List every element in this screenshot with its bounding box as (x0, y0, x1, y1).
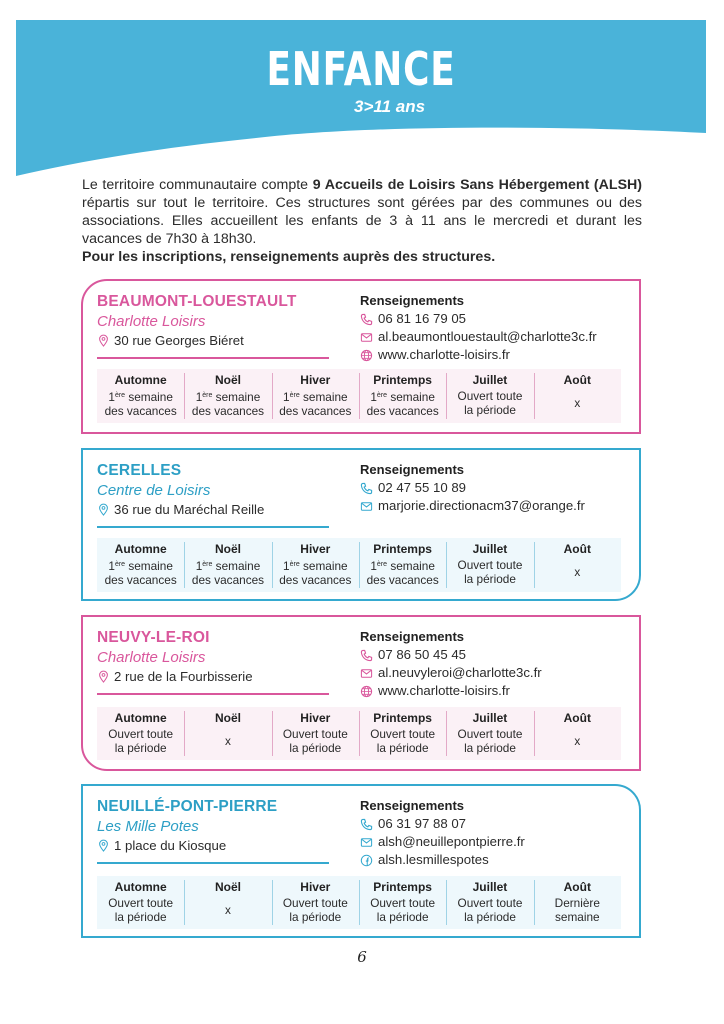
structure-card (81, 615, 641, 771)
contact-facebook[interactable] (360, 851, 635, 869)
divider (97, 862, 329, 864)
period-line-1: Ouvert toute (108, 896, 174, 910)
address (97, 502, 332, 517)
organization-name: Charlotte Loisirs (97, 313, 206, 330)
location-pin-icon (97, 839, 110, 852)
period-header: Automne (114, 373, 167, 387)
organization-name: Centre de Loisirs (97, 482, 211, 499)
contact-heading: Renseignements (360, 462, 465, 477)
period-line-1: Ouvert toute (282, 896, 348, 910)
contact-value: 07 86 50 45 45 (378, 647, 466, 662)
address (97, 333, 332, 348)
period-header: Hiver (300, 373, 331, 387)
structure-card (81, 784, 641, 938)
period-header: Printemps (373, 711, 432, 725)
period-line-2: la période (464, 910, 516, 924)
period-value (536, 727, 619, 755)
structure-info (97, 293, 332, 348)
schedule-column (272, 876, 359, 929)
contact-globe[interactable] (360, 346, 635, 364)
schedule-column (184, 369, 271, 423)
period-line-2: des vacances (104, 573, 177, 587)
schedule-column (184, 538, 271, 592)
period-line-1: x (574, 734, 581, 748)
period-header: Printemps (373, 373, 432, 387)
ordinal: 1 (370, 390, 377, 404)
period-value (448, 558, 531, 586)
structure-info (97, 629, 332, 684)
ordinal-suffix: ère (114, 561, 126, 568)
period-line-1: semaine (299, 390, 348, 404)
contact-value: 02 47 55 10 89 (378, 480, 466, 495)
period-header: Noël (214, 542, 241, 556)
period-header: Hiver (300, 542, 331, 556)
address (97, 669, 332, 684)
schedule-column (97, 876, 184, 929)
period-line-2: la période (464, 403, 516, 417)
ordinal: 1 (195, 390, 203, 404)
period-line-2: la période (114, 910, 167, 924)
contact-value[interactable]: www.charlotte-loisirs.fr (378, 683, 510, 698)
period-header: Août (563, 542, 591, 556)
schedule-column (97, 538, 184, 592)
ordinal: 1 (108, 559, 115, 573)
address-text: 30 rue Georges Biéret (114, 333, 244, 348)
period-value (536, 558, 619, 586)
address-text: 2 rue de la Fourbisserie (114, 669, 253, 684)
schedule-column (184, 876, 271, 929)
period-line-1: semaine (299, 559, 348, 573)
contact-phone (360, 646, 635, 664)
contact-info (360, 629, 635, 700)
period-line-1: Dernière (554, 896, 600, 910)
schedule-column (446, 538, 533, 592)
mail-icon (360, 836, 373, 849)
period-value (274, 896, 357, 924)
period-header: Juillet (472, 711, 508, 725)
ordinal-suffix: ère (376, 392, 388, 399)
intro-p1-b: répartis sur tout le territoire. Ces structures sont gérées par des communes ou des associations. Elles accueillent les enfants de 3 à 11 ans le mercredi et durant les vacances de 7h30 à 18h30. (82, 195, 642, 247)
schedule-column (359, 538, 446, 592)
period-header: Printemps (373, 880, 432, 894)
phone-icon (360, 482, 373, 495)
period-line-1: semaine (212, 390, 261, 404)
period-header: Noël (214, 711, 241, 725)
ordinal: 1 (108, 390, 115, 404)
period-value (99, 389, 182, 418)
ordinal: 1 (283, 559, 290, 573)
period-header: Noël (214, 373, 241, 387)
divider (97, 693, 329, 695)
schedule-table (97, 369, 621, 423)
schedule-table (97, 538, 621, 592)
period-header: Automne (114, 711, 167, 725)
ordinal-suffix: ère (202, 561, 213, 568)
schedule-column (534, 707, 621, 760)
schedule-column (534, 369, 621, 423)
age-range: 3>11 ans (354, 97, 426, 116)
contact-mail[interactable] (360, 664, 635, 682)
schedule-table (97, 876, 621, 929)
period-value (536, 896, 619, 924)
ordinal: 1 (195, 559, 203, 573)
divider (97, 526, 329, 528)
phone-icon (360, 313, 373, 326)
period-value (361, 896, 444, 924)
period-line-2: la période (464, 741, 516, 755)
period-line-1: Ouvert toute (457, 896, 523, 910)
period-value (536, 389, 619, 417)
period-line-1: Ouvert toute (370, 727, 436, 741)
period-value (361, 558, 444, 587)
intro-text (82, 176, 642, 266)
contact-info (360, 462, 635, 515)
contact-info (360, 798, 635, 869)
period-line-1: Ouvert toute (457, 558, 523, 572)
period-line-2: la période (114, 741, 167, 755)
schedule-column (534, 538, 621, 592)
schedule-column (97, 707, 184, 760)
period-line-1: semaine (125, 559, 173, 573)
organization-name: Les Mille Potes (97, 818, 199, 835)
divider (97, 357, 329, 359)
contact-mail[interactable] (360, 328, 635, 346)
globe-icon (360, 685, 373, 698)
period-value (274, 558, 357, 587)
phone-icon (360, 649, 373, 662)
phone-icon (360, 818, 373, 831)
location-pin-icon (97, 334, 110, 347)
ordinal-suffix: ère (289, 392, 300, 399)
schedule-column (359, 707, 446, 760)
town-name: NEUILLÉ-PONT-PIERRE (97, 798, 278, 815)
period-line-2: des vacances (366, 404, 439, 418)
period-line-2: la période (289, 910, 342, 924)
location-pin-icon (97, 670, 110, 683)
period-line-1: Ouvert toute (108, 727, 174, 741)
period-header: Août (563, 880, 591, 894)
ordinal: 1 (370, 559, 377, 573)
contact-mail[interactable] (360, 497, 635, 515)
contact-value[interactable]: al.neuvyleroi@charlotte3c.fr (378, 665, 542, 680)
period-value (186, 558, 269, 587)
contact-value: 06 31 97 88 07 (378, 816, 466, 831)
period-line-2: la période (376, 910, 429, 924)
contact-heading: Renseignements (360, 798, 465, 813)
period-header: Noël (214, 880, 241, 894)
structure-card (81, 279, 641, 434)
contact-phone (360, 310, 635, 328)
schedule-table (97, 707, 621, 760)
intro-cta: Pour les inscriptions, renseignements auprès des structures. (82, 249, 496, 265)
period-value (186, 389, 269, 418)
period-header: Printemps (373, 542, 432, 556)
schedule-column (272, 369, 359, 423)
ordinal: 1 (283, 390, 290, 404)
period-line-2: des vacances (191, 404, 265, 418)
contact-value[interactable]: alsh@neuillepontpierre.fr (378, 834, 525, 849)
globe-icon (360, 349, 373, 362)
period-header: Août (563, 373, 591, 387)
period-line-1: Ouvert toute (457, 389, 523, 403)
address-text: 1 place du Kiosque (114, 838, 227, 853)
period-line-2: des vacances (191, 573, 265, 587)
location-pin-icon (97, 503, 110, 516)
ordinal-suffix: ère (202, 392, 213, 399)
contact-value[interactable]: www.charlotte-loisirs.fr (378, 347, 510, 362)
contact-heading: Renseignements (360, 293, 465, 308)
ordinal-suffix: ère (376, 561, 388, 568)
period-line-2: des vacances (104, 404, 177, 418)
period-header: Automne (114, 542, 167, 556)
town-name: NEUVY-LE-ROI (97, 629, 210, 646)
period-line-2: semaine (555, 910, 600, 924)
period-header: Juillet (472, 542, 508, 556)
period-value (361, 727, 444, 755)
contact-heading: Renseignements (360, 629, 465, 644)
intro-p1-bold: 9 Accueils de Loisirs Sans Hébergement (ALSH) (312, 177, 643, 193)
contact-value[interactable]: alsh.lesmillespotes (378, 852, 489, 867)
contact-phone (360, 815, 635, 833)
page-number: 6 (357, 948, 367, 966)
schedule-column (446, 369, 533, 423)
header-banner (16, 20, 706, 178)
period-line-2: des vacances (279, 573, 352, 587)
structure-info (97, 798, 332, 853)
schedule-column (359, 369, 446, 423)
schedule-column (272, 538, 359, 592)
contact-value: 06 81 16 79 05 (378, 311, 466, 326)
period-header: Automne (114, 880, 167, 894)
period-line-1: Ouvert toute (370, 896, 436, 910)
period-line-1: semaine (387, 390, 435, 404)
ordinal-suffix: ère (289, 561, 300, 568)
town-name: BEAUMONT-LOUESTAULT (97, 293, 297, 310)
period-line-1: x (574, 396, 581, 410)
schedule-column (359, 876, 446, 929)
page-title: ENFANCE (266, 42, 456, 96)
period-header: Hiver (300, 711, 331, 725)
period-line-1: Ouvert toute (282, 727, 348, 741)
period-line-2: des vacances (279, 404, 352, 418)
structure-card (81, 448, 641, 601)
period-header: Juillet (472, 373, 508, 387)
period-value (99, 558, 182, 587)
period-line-1: semaine (212, 559, 261, 573)
organization-name: Charlotte Loisirs (97, 649, 206, 666)
period-value (448, 389, 531, 417)
period-line-2: la période (289, 741, 342, 755)
period-header: Hiver (300, 880, 331, 894)
period-value (186, 727, 269, 755)
contact-value[interactable]: marjorie.directionacm37@orange.fr (378, 498, 585, 513)
period-header: Août (563, 711, 591, 725)
structure-info (97, 462, 332, 517)
schedule-column (446, 876, 533, 929)
period-value (186, 896, 269, 924)
period-value (99, 727, 182, 755)
schedule-column (272, 707, 359, 760)
period-value (274, 389, 357, 418)
period-line-2: la période (376, 741, 429, 755)
period-line-1: x (225, 903, 231, 917)
period-line-1: semaine (125, 390, 173, 404)
period-value (99, 896, 182, 924)
period-line-1: semaine (387, 559, 435, 573)
period-value (448, 727, 531, 755)
period-value (274, 727, 357, 755)
schedule-column (534, 876, 621, 929)
schedule-column (97, 369, 184, 423)
period-value (448, 896, 531, 924)
mail-icon (360, 500, 373, 513)
period-line-1: x (225, 734, 231, 748)
facebook-icon (360, 854, 373, 867)
intro-p1-a: Le territoire communautaire compte (82, 177, 313, 193)
period-line-1: x (574, 565, 581, 579)
contact-globe[interactable] (360, 682, 635, 700)
schedule-column (184, 707, 271, 760)
contact-phone (360, 479, 635, 497)
contact-mail[interactable] (360, 833, 635, 851)
ordinal-suffix: ère (114, 392, 126, 399)
town-name: CERELLES (97, 462, 182, 479)
period-header: Juillet (472, 880, 508, 894)
contact-value[interactable]: al.beaumontlouestault@charlotte3c.fr (378, 329, 597, 344)
address (97, 838, 332, 853)
period-line-2: la période (464, 572, 516, 586)
mail-icon (360, 331, 373, 344)
period-line-2: des vacances (366, 573, 439, 587)
address-text: 36 rue du Maréchal Reille (114, 502, 265, 517)
period-line-1: Ouvert toute (457, 727, 523, 741)
schedule-column (446, 707, 533, 760)
contact-info (360, 293, 635, 364)
mail-icon (360, 667, 373, 680)
period-value (361, 389, 444, 418)
